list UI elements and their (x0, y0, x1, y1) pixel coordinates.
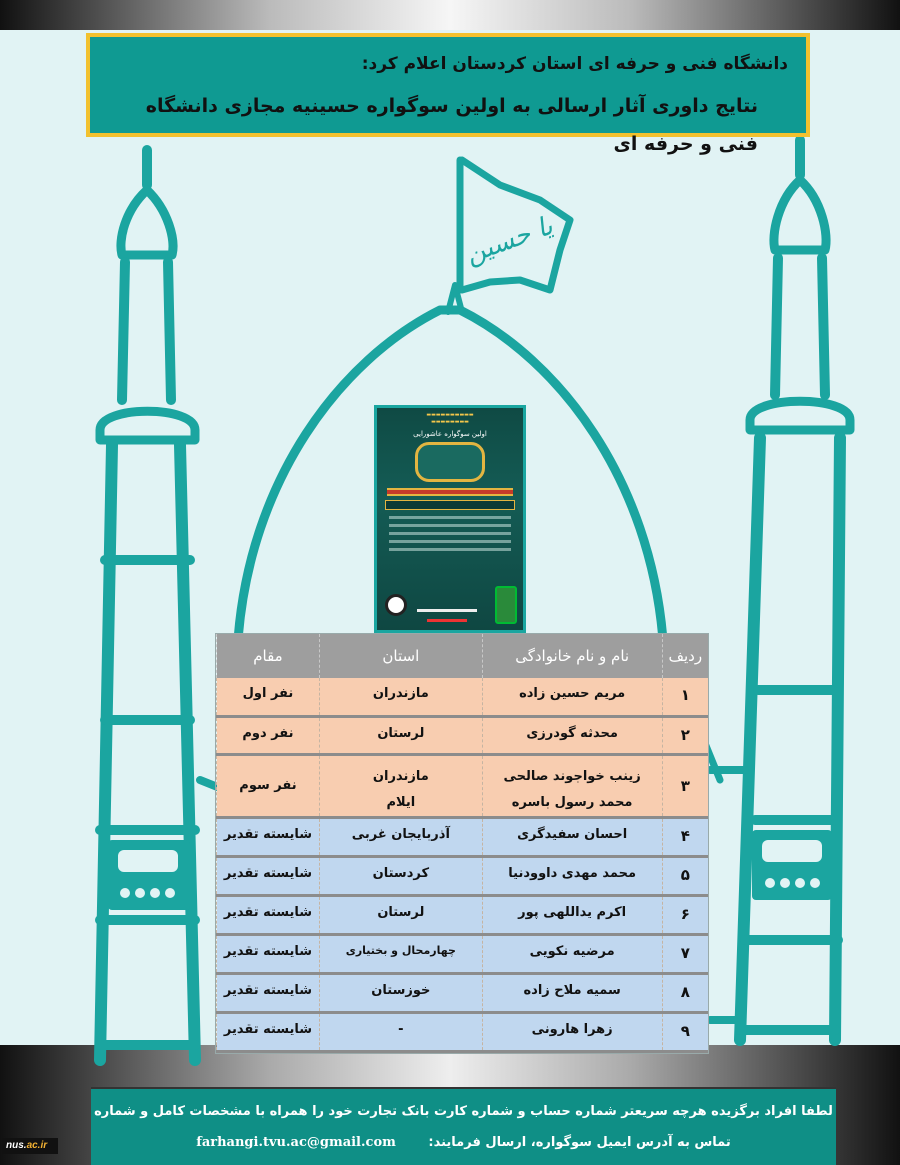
poster-slogan-band (385, 500, 515, 510)
table-header-row (217, 634, 709, 678)
table-row (217, 1012, 709, 1051)
poster-url (417, 609, 477, 612)
table-row (217, 678, 709, 716)
rank: شایسته تقدیر (217, 1012, 320, 1051)
province: خوزستان (319, 973, 482, 1012)
province: چهارمحال و بختیاری (319, 934, 482, 973)
table-row (217, 856, 709, 895)
table-row (217, 934, 709, 973)
site-watermark (2, 1138, 58, 1154)
row-number: ۴ (662, 817, 708, 856)
table-row (217, 895, 709, 934)
footer-line-1: لطفا افراد برگزیده هرچه سریعتر شماره حساب و شماره کارت بانک تجارت خود را همراه با مشخصات کامل و شماره (94, 1104, 833, 1119)
poster-body-text (389, 516, 511, 551)
contact-email-link[interactable]: farhangi.tvu.ac@gmail.com (196, 1135, 396, 1150)
table-row (217, 754, 709, 817)
row-number: ۸ (662, 973, 708, 1012)
results-table (216, 634, 708, 1053)
instructions-footer (91, 1087, 836, 1165)
province: لرستان (319, 716, 482, 754)
province: مازندران (319, 678, 482, 716)
flag-inscription: یا حسین (461, 210, 557, 271)
rank: شایسته تقدیر (217, 895, 320, 934)
participant-name: زهرا هارونی (482, 1012, 662, 1051)
header-line-2: نتایج داوری آثار ارسالی به اولین سوگواره حسینیه مجازی دانشگاه فنی و حرفه ای (145, 95, 758, 155)
rank: نفر اول (217, 678, 320, 716)
row-number: ۷ (662, 934, 708, 973)
table-row (217, 817, 709, 856)
participant-name: محمد رسول باسره (511, 794, 633, 810)
column-header-rank: مقام (217, 634, 320, 678)
participant-name: اکرم یداللهی پور (482, 895, 662, 934)
rank: شایسته تقدیر (217, 934, 320, 973)
poster-calligraphy-frame (415, 442, 485, 482)
province: مازندران (372, 768, 429, 784)
province: کردستان (319, 856, 482, 895)
watermark-prefix: nus. (6, 1140, 27, 1151)
column-header-number: ردیف (662, 634, 708, 678)
province: - (319, 1012, 482, 1051)
rank: نفر سوم (217, 754, 320, 817)
rank: شایسته تقدیر (217, 973, 320, 1012)
participant-name: مرضیه نکویی (482, 934, 662, 973)
province: آذربایجان غربی (319, 817, 482, 856)
column-header-province: استان (319, 634, 482, 678)
participant-name: مریم حسین زاده (482, 678, 662, 716)
row-number: ۱ (662, 678, 708, 716)
participant-name: زینب خواجوند صالحی (503, 768, 641, 784)
row-number: ۶ (662, 895, 708, 934)
row-number: ۲ (662, 716, 708, 754)
row-number: ۵ (662, 856, 708, 895)
row-number: ۹ (662, 1012, 708, 1051)
participant-name: احسان سفیدگری (482, 817, 662, 856)
row-number: ۳ (662, 754, 708, 817)
university-logo-icon (385, 594, 407, 616)
rank: شایسته تقدیر (217, 856, 320, 895)
header-line-1: دانشگاه فنی و حرفه ای استان کردستان اعلام کرد: (361, 54, 788, 74)
event-poster-image (374, 405, 526, 633)
announcement-header (86, 33, 810, 155)
column-header-name: نام و نام خانوادگی (482, 634, 662, 678)
footer-line-2 (91, 1135, 836, 1150)
rank: شایسته تقدیر (217, 817, 320, 856)
participant-name: محدثه گودرزی (482, 716, 662, 754)
participant-names (482, 754, 662, 817)
table-row (217, 973, 709, 1012)
poster-date (427, 619, 467, 622)
poster-title: اولین سوگواره عاشورایی (413, 430, 487, 438)
poster-red-banner (387, 488, 513, 496)
watermark-suffix: ac.ir (26, 1140, 48, 1151)
province: لرستان (319, 895, 482, 934)
rank: نفر دوم (217, 716, 320, 754)
poster-top-text: ▬▬▬▬▬▬▬▬▬▬ ▬▬▬▬▬▬▬▬ (426, 412, 474, 425)
participant-name: سمیه ملاح زاده (482, 973, 662, 1012)
participant-name: محمد مهدی داوودنیا (482, 856, 662, 895)
province: ایلام (386, 794, 416, 810)
phone-mockup-icon (495, 586, 517, 624)
footer-instruction-text: تماس به آدرس ایمیل سوگواره، ارسال فرمایند: (428, 1135, 731, 1150)
provinces (319, 754, 482, 817)
table-row (217, 716, 709, 754)
